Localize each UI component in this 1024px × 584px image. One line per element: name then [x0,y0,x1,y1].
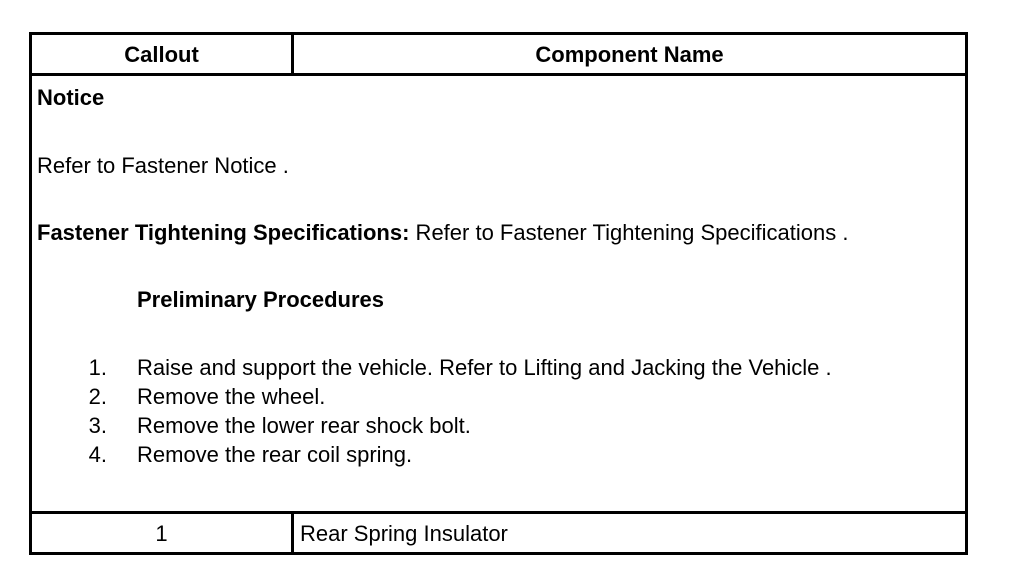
callout-header: Callout [124,42,199,67]
component-name-cell: Rear Spring Insulator [300,521,508,546]
step-number: 1. [88,355,107,380]
row-column-divider [291,511,294,552]
row-divider [32,511,965,514]
step-text: Raise and support the vehicle. Refer to Lifting and Jacking the Vehicle . [137,355,832,380]
component-name-header: Component Name [535,42,724,67]
step-text: Remove the wheel. [137,384,326,409]
preliminary-procedures-title: Preliminary Procedures [137,287,385,312]
callout-cell: 1 [155,521,168,546]
step-text: Remove the lower rear shock bolt. [137,413,471,438]
step-text: Remove the rear coil spring. [137,442,413,467]
fastener-spec-text: Refer to Fastener Tightening Specifications . [409,220,849,245]
header-divider [32,73,965,76]
step-number: 2. [88,384,107,409]
notice-title: Notice [37,85,105,110]
notice-text: Refer to Fastener Notice . [37,153,289,178]
procedure-table [29,32,968,555]
step-number: 4. [88,442,107,467]
step-number: 3. [88,413,107,438]
fastener-spec-line [37,220,848,246]
fastener-spec-label: Fastener Tightening Specifications: [37,220,410,245]
